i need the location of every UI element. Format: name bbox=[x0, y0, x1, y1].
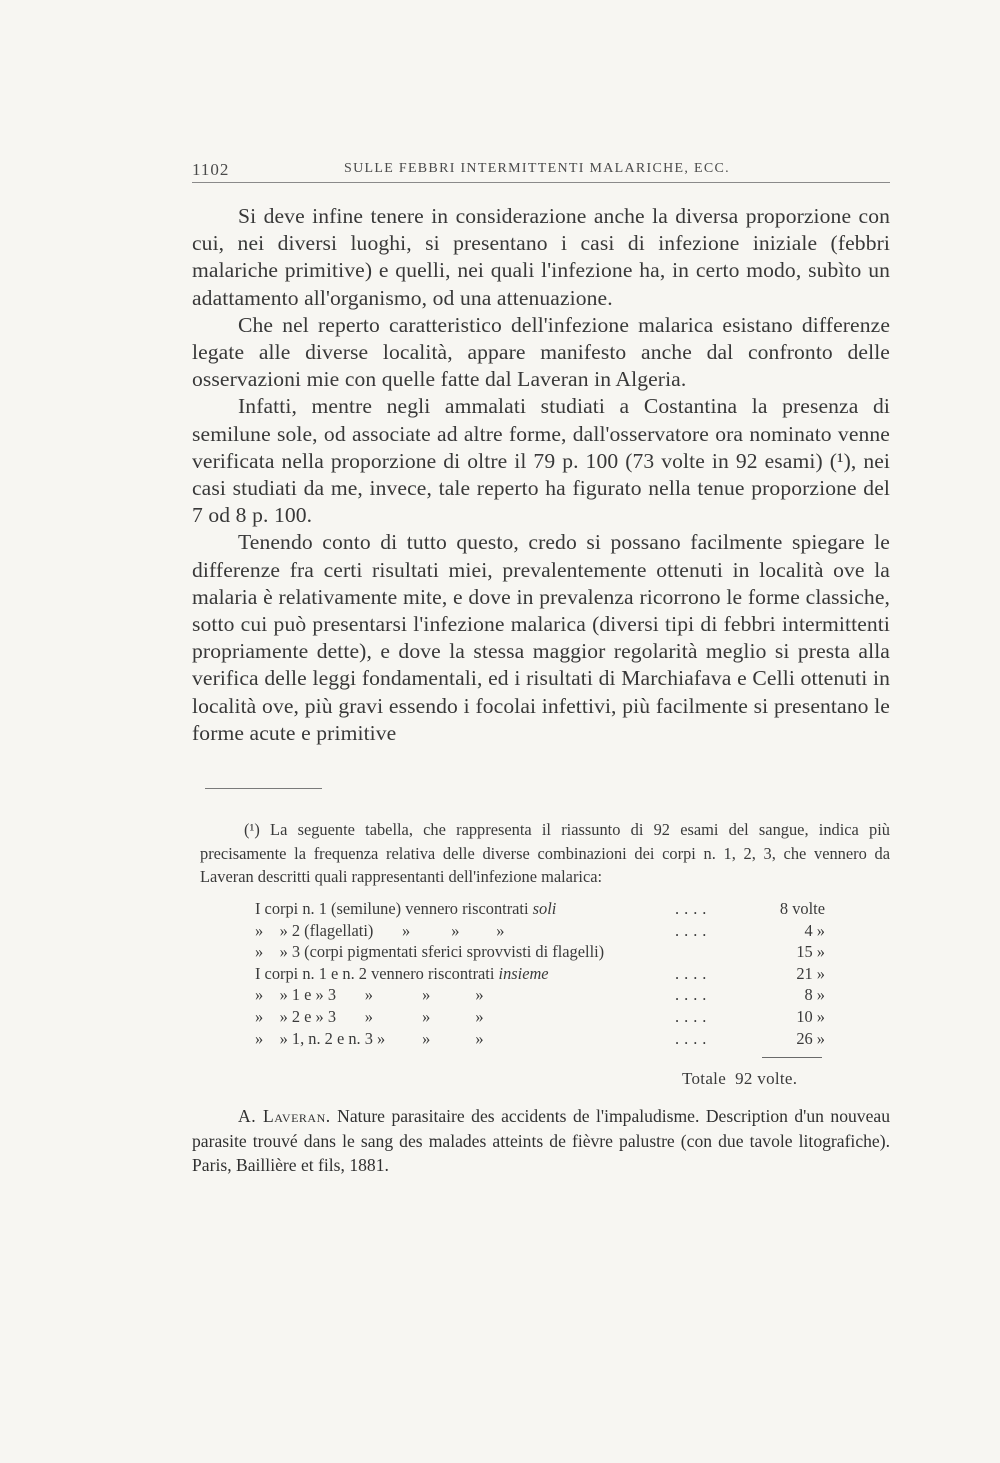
summary-table bbox=[255, 899, 835, 1050]
row-value: 4 » bbox=[804, 920, 825, 940]
row-leader-dots: .... bbox=[675, 985, 712, 1005]
row-description bbox=[255, 921, 504, 941]
body-text bbox=[192, 203, 890, 747]
paragraph: Infatti, mentre negli ammalati studiati a Costantina la presenza di semilune sole, od associate ad altre forme, dall'osservatore ora nominato venne verificata nella proporzione di oltre il 79 p. 100 (73 volte in 92 esami) (¹), nei casi studiati da me, invece, tale reperto ha figurato nella tenue proporzione del 7 od 8 p. 100. bbox=[192, 394, 890, 528]
row-description bbox=[255, 942, 604, 962]
row-leader-dots: .... bbox=[675, 899, 712, 918]
footnote: (¹) La seguente tabella, che rappresenta il riassunto di 92 esami del sangue, indica più precisamente la frequenza relativa delle diverse combinazioni dei corpi n. 1, 2, 3, che vennero da Laveran descritti quali rappresentanti dell'infezione malarica: bbox=[200, 820, 890, 886]
paragraph: Tenendo conto di tutto questo, credo si possano facilmente spiegare le differenze fra certi risultati miei, prevalentemente ottenuti in località ove la malaria è relativamente mite, e dove in prevalenza ricorrono le forme classiche, sotto cui può presentarsi l'infezione malarica (diversi tipi di febbri intermittenti propriamente dette), e dove la stessa maggior regolarità meglio si presta alla verifica delle leggi fondamentali, ed i risultati di Marchiafava e Celli ottenuti in località ove, più gravi essendo i focolai infettivi, più facilmente si presentano le forme acute e primitive bbox=[192, 530, 890, 745]
row-description bbox=[255, 1007, 484, 1027]
paragraph: Si deve infine tenere in considerazione anche la diversa proporzione con cui, nei diversi luoghi, si presentano i casi di infezione iniziale (febbri malariche primitive) e quelli, nei quali l'infezione ha, in certo modo, subìto un adattamento all'organismo, od una attenuazione. bbox=[192, 204, 890, 310]
table-row bbox=[255, 899, 835, 921]
table-row bbox=[255, 1007, 835, 1029]
row-leader-dots: .... bbox=[675, 963, 712, 983]
row-text: » » 2 e » 3 » » » bbox=[255, 1006, 484, 1026]
row-value: 26 » bbox=[796, 1028, 825, 1048]
reference-text: Nature parasitaire des accidents de l'impaludisme. Description d'un nouveau parasite trouvé dans le sang des malades atteints de fièvre palustre (con due tavole litografiche). Paris, Baillière et fils, 1881. bbox=[192, 1106, 890, 1175]
page-number: 1102 bbox=[192, 160, 230, 179]
row-value: 15 » bbox=[796, 942, 825, 962]
running-title: SULLE FEBBRI INTERMITTENTI MALARICHE, ECC. bbox=[344, 161, 730, 176]
row-text: » » 2 (flagellati) » » » bbox=[255, 920, 505, 940]
row-text: » » 1 e » 3 » » » bbox=[255, 985, 484, 1005]
footnote-divider bbox=[205, 788, 322, 789]
bibliographic-reference bbox=[192, 1104, 890, 1178]
row-value: 8 volte bbox=[779, 899, 825, 918]
total-rule bbox=[762, 1057, 822, 1058]
row-description bbox=[255, 1029, 484, 1049]
row-text: I corpi n. 1 e n. 2 vennero riscontrati bbox=[255, 963, 499, 983]
running-head bbox=[192, 152, 890, 183]
row-leader-dots: .... bbox=[675, 1028, 712, 1048]
row-value: 8 » bbox=[804, 985, 825, 1005]
table-row bbox=[255, 921, 835, 943]
table-row bbox=[255, 1029, 835, 1051]
row-text: » » 3 (corpi pigmentati sferici sprovvisti di flagelli) bbox=[255, 942, 605, 962]
row-emphasis: insieme bbox=[498, 963, 549, 983]
row-emphasis: soli bbox=[532, 899, 557, 918]
row-text: I corpi n. 1 (semilune) vennero riscontrati bbox=[255, 899, 533, 918]
paragraph: Che nel reperto caratteristico dell'infezione malarica esistano differenze legate alle diverse località, appare manifesto anche dal confronto delle osservazioni mie con quelle fatte dal Laveran in Algeria. bbox=[192, 312, 890, 392]
row-description bbox=[255, 964, 549, 984]
table-row bbox=[255, 964, 835, 986]
row-value: 21 » bbox=[796, 963, 825, 983]
table-row bbox=[255, 942, 835, 964]
row-description bbox=[255, 899, 556, 919]
row-leader-dots: .... bbox=[675, 920, 712, 940]
row-text: » » 1, n. 2 e n. 3 » » » bbox=[255, 1028, 484, 1048]
reference-author: A. Laveran. bbox=[238, 1106, 331, 1126]
row-description bbox=[255, 985, 484, 1005]
table-row bbox=[255, 985, 835, 1007]
row-leader-dots: .... bbox=[675, 1006, 712, 1026]
row-value: 10 » bbox=[796, 1006, 825, 1026]
table-total: Totale 92 volte. bbox=[682, 1069, 798, 1088]
